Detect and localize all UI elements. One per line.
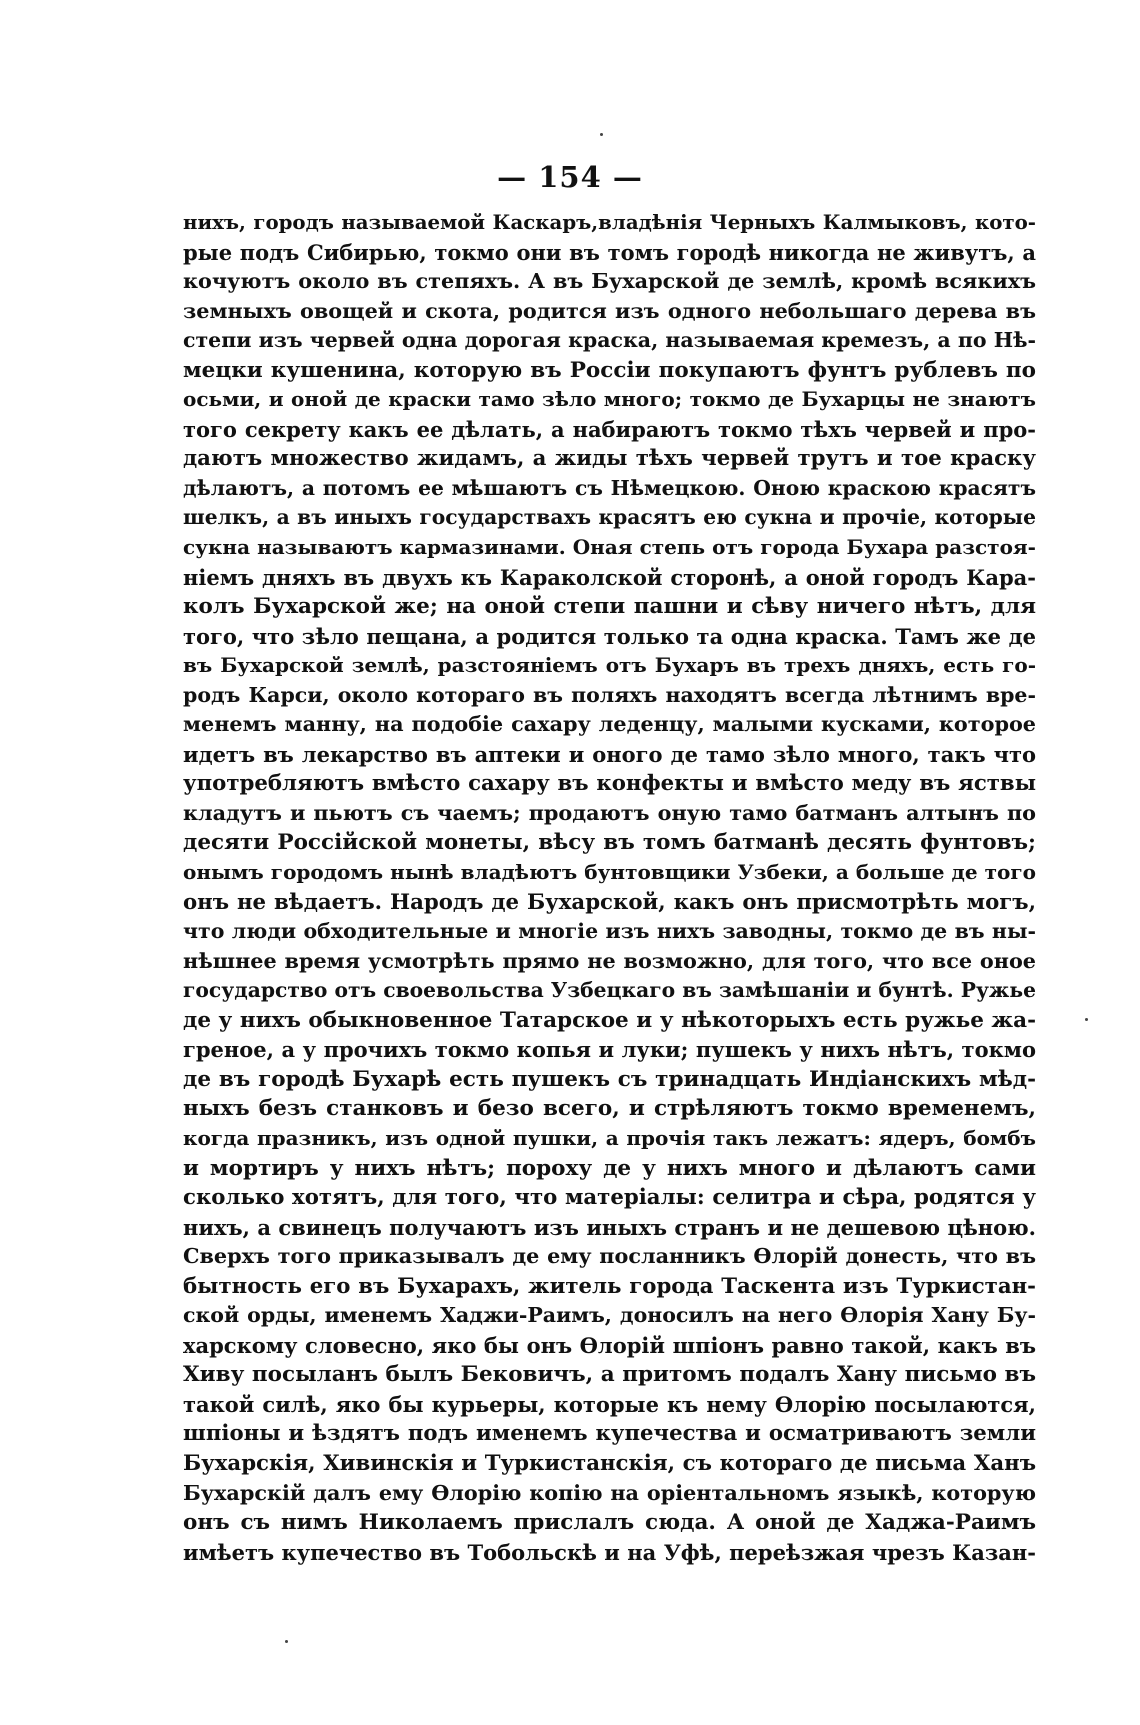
text-line: ніемъ дняхъ въ двухъ къ Караколской сторонѣ, а оной городъ Кара-	[183, 564, 1036, 590]
text-line: идетъ въ лекарство въ аптеки и оного де тамо зѣло много, такъ что	[183, 741, 1036, 767]
text-line: степи изъ червей одна дорогая краска, называемая кремезъ, а по Нѣ-	[183, 328, 1036, 353]
text-line: Бухарскій далъ ему Ѳлорію копію на оріентальномъ языкѣ, которую	[183, 1480, 1036, 1505]
text-line: шелкъ, а въ иныхъ государствахъ красятъ ею сукна и прочіе, которые	[183, 505, 1036, 530]
text-line: того, что зѣло пещана, а родится только та одна краска. Тамъ же де	[183, 623, 1036, 649]
text-line: что люди обходительные и многіе изъ нихъ заводны, токмо де въ ны-	[183, 919, 1036, 944]
text-line: того секрету какъ ее дѣлать, а набираютъ токмо тѣхъ червей и про-	[183, 416, 1036, 442]
text-line: родъ Карси, около котораго въ поляхъ находятъ всегда лѣтнимъ вре-	[183, 682, 1036, 707]
text-line: Бухарскія, Хивинскія и Туркистанскія, съ котораго де письма Ханъ	[183, 1450, 1036, 1476]
text-line: онъ не вѣдаетъ. Народъ де Бухарской, какъ онъ присмотрѣть могъ,	[183, 889, 1036, 915]
text-line: такой силѣ, яко бы курьеры, которые къ нему Ѳлорію посылаются,	[183, 1391, 1036, 1417]
text-line: харскому словесно, яко бы онъ Ѳлорій шпіонъ равно такой, какъ въ	[183, 1332, 1036, 1358]
body-text	[183, 208, 1036, 1567]
text-line: земныхъ овощей и скота, родится изъ одного небольшаго дерева въ	[183, 298, 1036, 323]
text-line: осьми, и оной де краски тамо зѣло много; токмо де Бухарцы не знаютъ	[183, 387, 1036, 412]
text-line: ныхъ безъ станковъ и безо всего, и стрѣляютъ токмо временемъ,	[183, 1096, 1036, 1122]
text-line: сукна называютъ кармазинами. Оная степь отъ города Бухара разстоя-	[183, 535, 1036, 560]
text-line: и мортиръ у нихъ нѣтъ; пороху де у нихъ много и дѣлаютъ сами	[183, 1155, 1036, 1181]
text-line: дѣлаютъ, а потомъ ее мѣшаютъ съ Нѣмецкою. Оною краскою красятъ	[183, 475, 1036, 500]
text-line: сколько хотятъ, для того, что матеріалы: селитра и сѣра, родятся у	[183, 1185, 1036, 1211]
text-line: нихъ, городъ называемой Каскаръ,владѣнія Черныхъ Калмыковъ, кото-	[183, 210, 1036, 234]
text-line: мецки кушенина, которую въ Россіи покупаютъ фунтъ рублевъ по	[183, 357, 1036, 383]
print-speck	[600, 133, 603, 136]
text-line: Сверхъ того приказывалъ де ему посланникъ Ѳлорій донесть, что въ	[183, 1244, 1036, 1269]
text-line: де у нихъ обыкновенное Татарское и у нѣкоторыхъ есть ружье жа-	[183, 1007, 1036, 1033]
text-line: Хиву посыланъ былъ Бековичъ, а притомъ подалъ Хану письмо въ	[183, 1362, 1036, 1388]
text-line: рые подъ Сибирью, токмо они въ томъ городѣ никогда не живутъ, а	[183, 239, 1036, 265]
text-line: колъ Бухарской же; на оной степи пашни и сѣву ничего нѣтъ, для	[183, 594, 1036, 620]
text-line: ской орды, именемъ Хаджи-Раимъ, доносилъ на него Ѳлорія Хану Бу-	[183, 1303, 1036, 1328]
text-line: кладутъ и пьютъ съ чаемъ; продаютъ оную тамо батманъ алтынъ по	[183, 800, 1036, 825]
text-line: въ Бухарской землѣ, разстояніемъ отъ Бухаръ въ трехъ дняхъ, есть го-	[183, 653, 1036, 678]
text-line: употребляютъ вмѣсто сахару въ конфекты и вмѣсто меду въ яствы	[183, 771, 1036, 797]
text-line: бытность его въ Бухарахъ, житель города Таскента изъ Туркистан-	[183, 1273, 1036, 1299]
text-line: государство отъ своевольства Узбецкаго въ замѣшаніи и бунтѣ. Ружье	[183, 978, 1036, 1003]
text-line: менемъ манну, на подобіе сахару леденцу, малыми кусками, которое	[183, 712, 1036, 737]
text-line: греное, а у прочихъ токмо копья и луки; пушекъ у нихъ нѣтъ, токмо	[183, 1037, 1036, 1063]
page-number: — 154 —	[497, 160, 643, 194]
text-line: шпіоны и ѣздятъ подъ именемъ купечества и осматриваютъ земли	[183, 1421, 1036, 1447]
print-speck	[1085, 1018, 1088, 1021]
text-line: де въ городѣ Бухарѣ есть пушекъ съ тринадцать Индіанскихъ мѣд-	[183, 1066, 1036, 1092]
text-line: онъ съ нимъ Николаемъ прислалъ сюда. А оной де Хаджа-Раимъ	[183, 1510, 1036, 1536]
print-speck	[285, 1640, 288, 1643]
text-line: нѣшнее время усмотрѣть прямо не возможно, для того, что все оное	[183, 948, 1036, 973]
text-line: десяти Россійской монеты, вѣсу въ томъ батманѣ десять фунтовъ;	[183, 830, 1036, 856]
text-line: когда празникъ, изъ одной пушки, а прочія такъ лежатъ: ядеръ, бомбъ	[183, 1125, 1036, 1150]
text-line: даютъ множество жидамъ, а жиды тѣхъ червей трутъ и тое краску	[183, 446, 1036, 472]
text-line: кочуютъ около въ степяхъ. А въ Бухарской де землѣ, кромѣ всякихъ	[183, 269, 1036, 294]
text-line: нихъ, а свинецъ получаютъ изъ иныхъ странъ и не дешевою цѣною.	[183, 1214, 1036, 1240]
text-line: имѣетъ купечество въ Тобольскѣ и на Уфѣ, переѣзжая чрезъ Казан-	[183, 1539, 1036, 1565]
text-line: онымъ городомъ нынѣ владѣютъ бунтовщики Узбеки, а больше де того	[183, 860, 1036, 885]
